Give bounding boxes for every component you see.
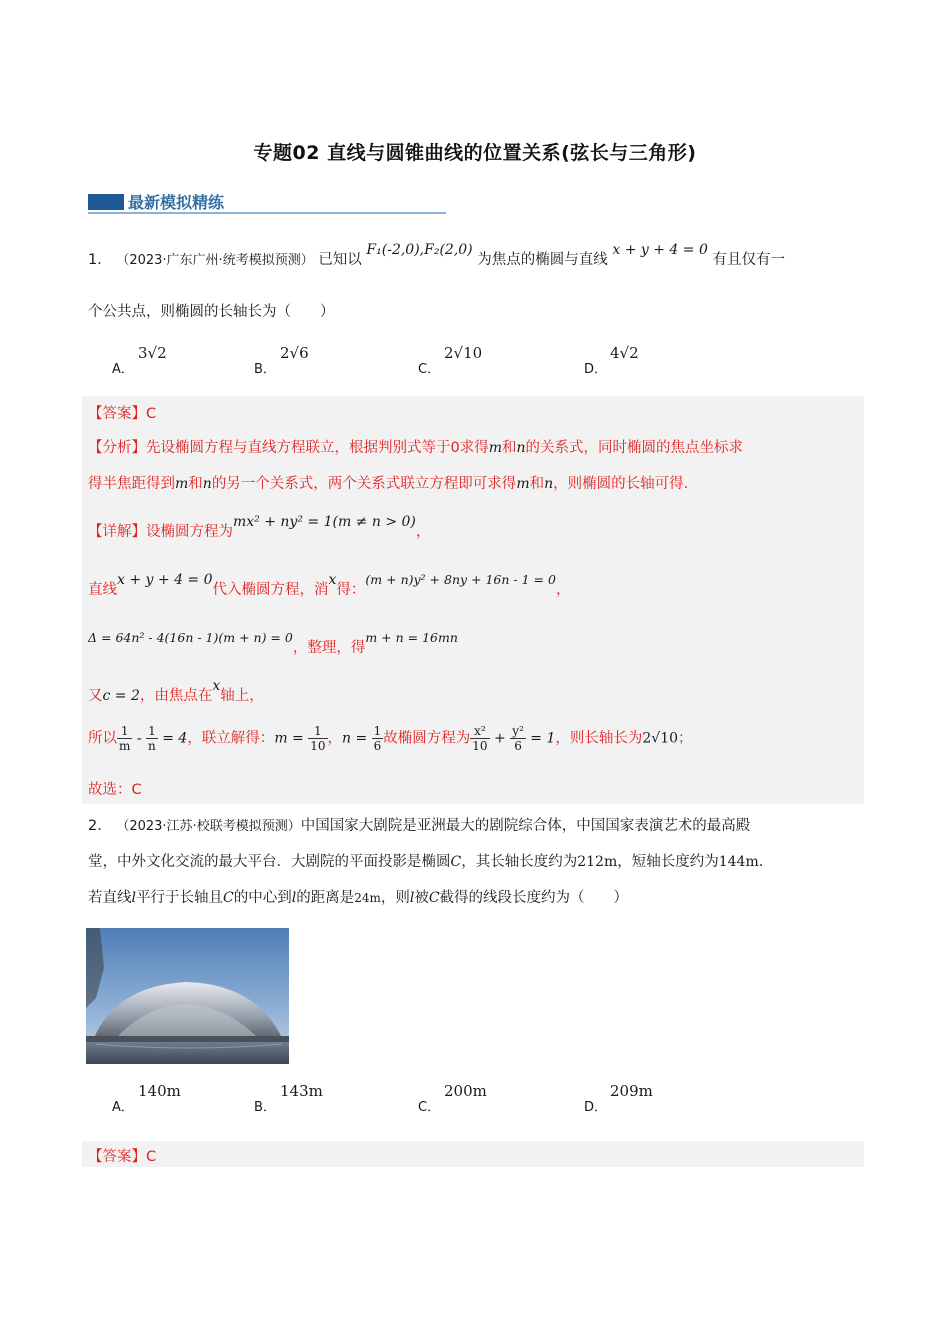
question-2-line-3: 若直线l平行于长轴且C的中心到l的距离是24m，则l被C截得的线段长度约为（ ） xyxy=(88,890,629,906)
option-value: 2√6 xyxy=(280,344,309,362)
a1-conclusion: 故选：C xyxy=(88,782,142,798)
option-value: 209m xyxy=(610,1082,653,1100)
option-value: 140m xyxy=(138,1082,181,1100)
option-value: 4√2 xyxy=(610,344,639,362)
q1-text-c: 有且仅有一 xyxy=(712,252,785,268)
q1-line-eq: x + y + 4 = 0 xyxy=(612,242,708,258)
q2-number: 2． xyxy=(88,818,112,834)
option-value: 143m xyxy=(280,1082,323,1100)
option-label: D． xyxy=(584,362,608,377)
fraction: $\frac{\text{x²}}{10}$ xyxy=(472,724,488,753)
theater-illustration xyxy=(86,928,289,1064)
option-value: 3√2 xyxy=(138,344,167,362)
option-label: B． xyxy=(254,362,276,377)
question-2-line-2: 堂，中外文化交流的最大平台．大剧院的平面投影是椭圆C，其长轴长度约为212m，短轴长度约为144m. xyxy=(88,854,764,870)
question-1 xyxy=(88,242,868,271)
q1-number: 1． xyxy=(88,252,112,268)
section-underline xyxy=(88,212,446,214)
option-value: 200m xyxy=(444,1082,487,1100)
fraction: $\frac{1}{6}$ xyxy=(373,724,382,753)
a1-analysis-line-1: 【分析】先设椭圆方程与直线方程联立，根据判别式等于0求得m和n的关系式，同时椭圆的焦点坐标求 xyxy=(88,440,744,456)
fraction: $\frac{1}{10}$ xyxy=(310,724,326,753)
option-label: C． xyxy=(418,1100,441,1115)
option-label: A． xyxy=(112,362,134,377)
option-label: C． xyxy=(418,362,441,377)
fraction: $\frac{1}{m}$ xyxy=(119,724,131,753)
a1-detail-line-2: 直线x + y + 4 = 0代入椭圆方程，消x得：(m + n)y² + 8ny + 16n - 1 = 0， xyxy=(88,572,571,598)
fraction: $\frac{\text{y²}}{6}$ xyxy=(512,724,524,753)
a1-analysis-line-2: 得半焦距得到m和n的另一个关系式，两个关系式联立方程即可求得m和n，则椭圆的长轴可得. xyxy=(88,476,689,492)
answer-2-box xyxy=(82,1141,864,1167)
a1-detail-line-1: 【详解】设椭圆方程为mx² + ny² = 1(m ≠ n > 0)， xyxy=(88,514,431,540)
q1-text-d: 个公共点，则椭圆的长轴长为（ ） xyxy=(88,304,335,320)
a1-answer-line: 【答案】C xyxy=(88,406,157,422)
fraction: $\frac{1}{n}$ xyxy=(148,724,156,753)
option-label: A． xyxy=(112,1100,134,1115)
q1-foci: F₁(-2,0),F₂(2,0) xyxy=(366,242,473,258)
option-label: D． xyxy=(584,1100,608,1115)
a2-answer-line: 【答案】C xyxy=(88,1149,157,1165)
q1-text-b: 为焦点的椭圆与直线 xyxy=(477,252,608,268)
option-label: B． xyxy=(254,1100,276,1115)
q1-source: （2023·广东广州·统考模拟预测） xyxy=(116,253,314,268)
answer-1-box xyxy=(82,396,864,804)
section-header xyxy=(88,190,448,216)
question-2-line-1: 2． （2023·江苏·校联考模拟预测）中国国家大剧院是亚洲最大的剧院综合体，中国国家表演艺术的最高殿 xyxy=(88,818,751,834)
a1-detail-line-3: Δ = 64n² - 4(16n - 1)(m + n) = 0，整理，得m + n = 16mn xyxy=(88,630,458,656)
section-title: 最新模拟精练 xyxy=(128,193,225,212)
page-title: 专题02 直线与圆锥曲线的位置关系(弦长与三角形) xyxy=(253,142,697,164)
a1-detail-line-5: 所以 $\frac{1}{m}$ - $\frac{1}{n}$ = 4，联立解得：m = $\frac{1}{10}$ ，n = $\frac{1}{6}$ 故椭圆方程为 $\frac{\text{x²}}{10}$ + $\frac{\text{y²}}{6}$ = 1，则长轴长为2√10； xyxy=(88,724,693,753)
q2-source: （2023·江苏·校联考模拟预测） xyxy=(116,819,301,834)
a1-detail-line-4: 又c = 2，由焦点在x轴上， xyxy=(88,678,264,704)
q1-text-a: 已知以 xyxy=(318,252,362,268)
grand-theater-photo xyxy=(86,928,289,1064)
section-bar xyxy=(88,194,124,210)
option-value: 2√10 xyxy=(444,344,483,362)
